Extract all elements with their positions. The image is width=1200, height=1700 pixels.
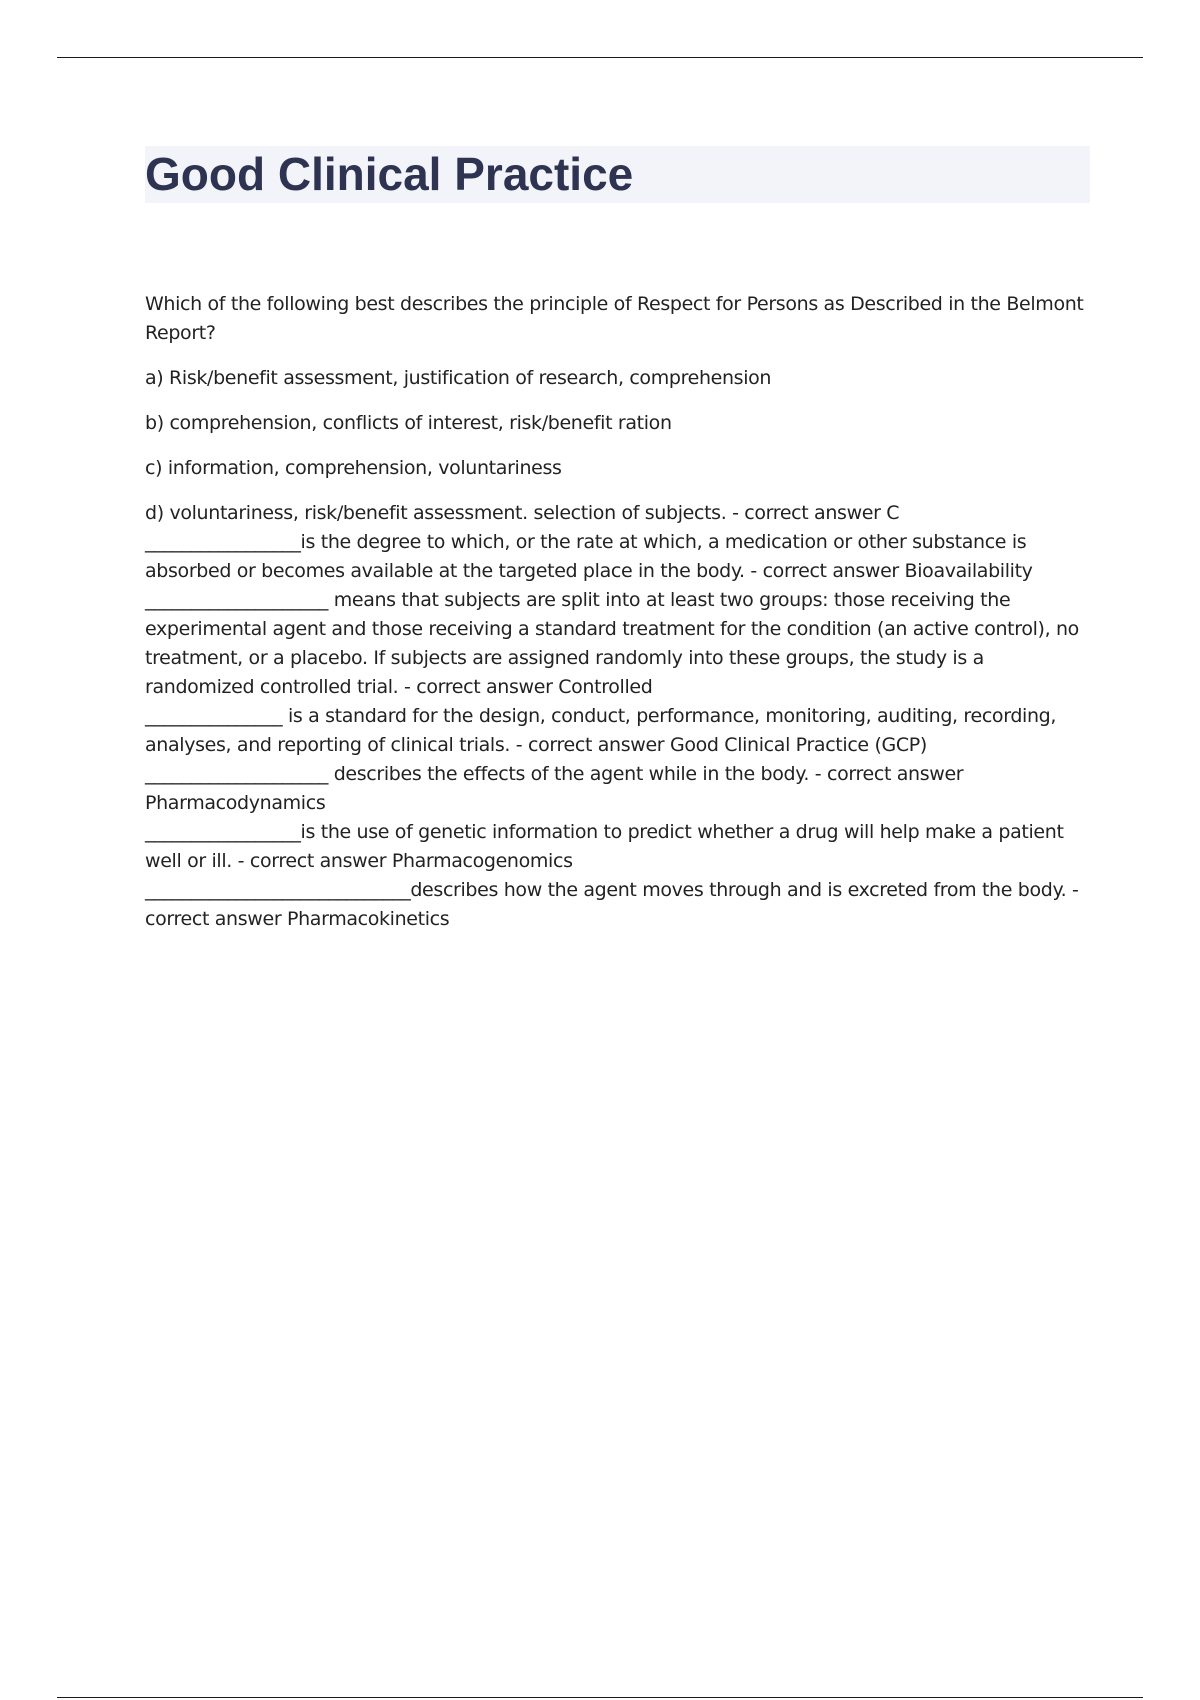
flashcard-item: ____________________ describes the effects of the agent while in the body. - correct answer Pharmacodynamics <box>145 763 964 814</box>
flashcard-item: _________________is the degree to which, or the rate at which, a medication or other substance is absorbed or becomes available at the targeted place in the body. - correct answer Bioavailability <box>145 531 1033 582</box>
question-stem: Which of the following best describes the principle of Respect for Persons as Described in the Belmont Report? <box>145 293 1084 344</box>
answer-option: a) Risk/benefit assessment, justification of research, comprehension <box>145 367 772 389</box>
flashcard-item: _______________ is a standard for the design, conduct, performance, monitoring, auditing, recording, analyses, and reporting of clinical trials. - correct answer Good Clinical Practice (GCP) <box>145 705 1057 756</box>
flashcard-item: _________________is the use of genetic information to predict whether a drug will help make a patient well or ill. - correct answer Pharmacogenomics <box>145 821 1064 872</box>
answer-option: b) comprehension, conflicts of interest, risk/benefit ration <box>145 412 672 434</box>
flashcard-item: _____________________________describes how the agent moves through and is excreted from the body. - correct answer Pharmacokinetics <box>145 879 1079 930</box>
answer-option: c) information, comprehension, voluntariness <box>145 457 562 479</box>
bottom-rule <box>57 1697 1143 1698</box>
top-rule <box>57 57 1143 58</box>
answer-option: d) voluntariness, risk/benefit assessment. selection of subjects. - correct answer C <box>145 502 900 524</box>
page-title: Good Clinical Practice <box>145 148 634 200</box>
flashcard-item: ____________________ means that subjects are split into at least two groups: those receiving the experimental agent and those receiving a standard treatment for the condition (an active control), no treatment, or a placebo. If subjects are assigned randomly into these groups, the study is a randomized controlled trial. - correct answer Controlled <box>145 589 1079 698</box>
document-body <box>145 290 1090 934</box>
question-block <box>145 290 1090 528</box>
